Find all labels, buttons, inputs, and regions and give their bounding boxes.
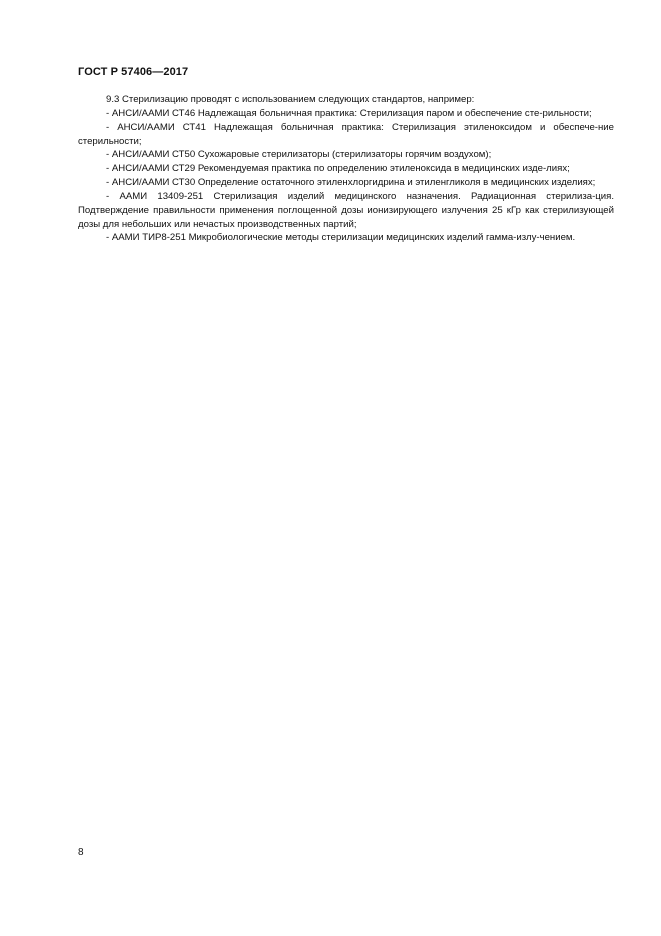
list-item-13409: - ААМИ 13409-251 Стерилизация изделий медицинского назначения. Радиационная стерилиза-ция. Подтверждение правильности применения поглощенной дозы ионизирующего излучения 25 кГр как стерилизующей дозы для небольших или нечастых производственных партий; [78, 190, 614, 230]
page-number: 8 [78, 847, 84, 858]
list-item-st30: - АНСИ/ААМИ СТ30 Определение остаточного этиленхлоргидрина и этиленгликоля в медицинских изделиях; [106, 177, 596, 189]
section-9-3-body [78, 93, 614, 245]
list-item-st46: - АНСИ/ААМИ СТ46 Надлежащая больничная практика: Стерилизация паром и обеспечение сте-рильности; [106, 107, 592, 119]
document-header-standard-id: ГОСТ Р 57406—2017 [78, 66, 189, 78]
list-item-tir8: - ААМИ ТИР8-251 Микробиологические методы стерилизации медицинских изделий гамма-излу-чением. [106, 232, 576, 244]
list-item-st41: - АНСИ/ААМИ СТ41 Надлежащая больничная практика: Стерилизация этиленоксидом и обеспече-ние стерильности; [78, 121, 614, 147]
paragraph-intro: 9.3 Стерилизацию проводят с использованием следующих стандартов, например: [106, 94, 475, 105]
list-item-st29: - АНСИ/ААМИ СТ29 Рекомендуемая практика по определению этиленоксида в медицинских изде-лиях; [106, 163, 570, 175]
list-item-st50: - АНСИ/ААМИ СТ50 Сухожаровые стерилизаторы (стерилизаторы горячим воздухом); [106, 149, 492, 161]
